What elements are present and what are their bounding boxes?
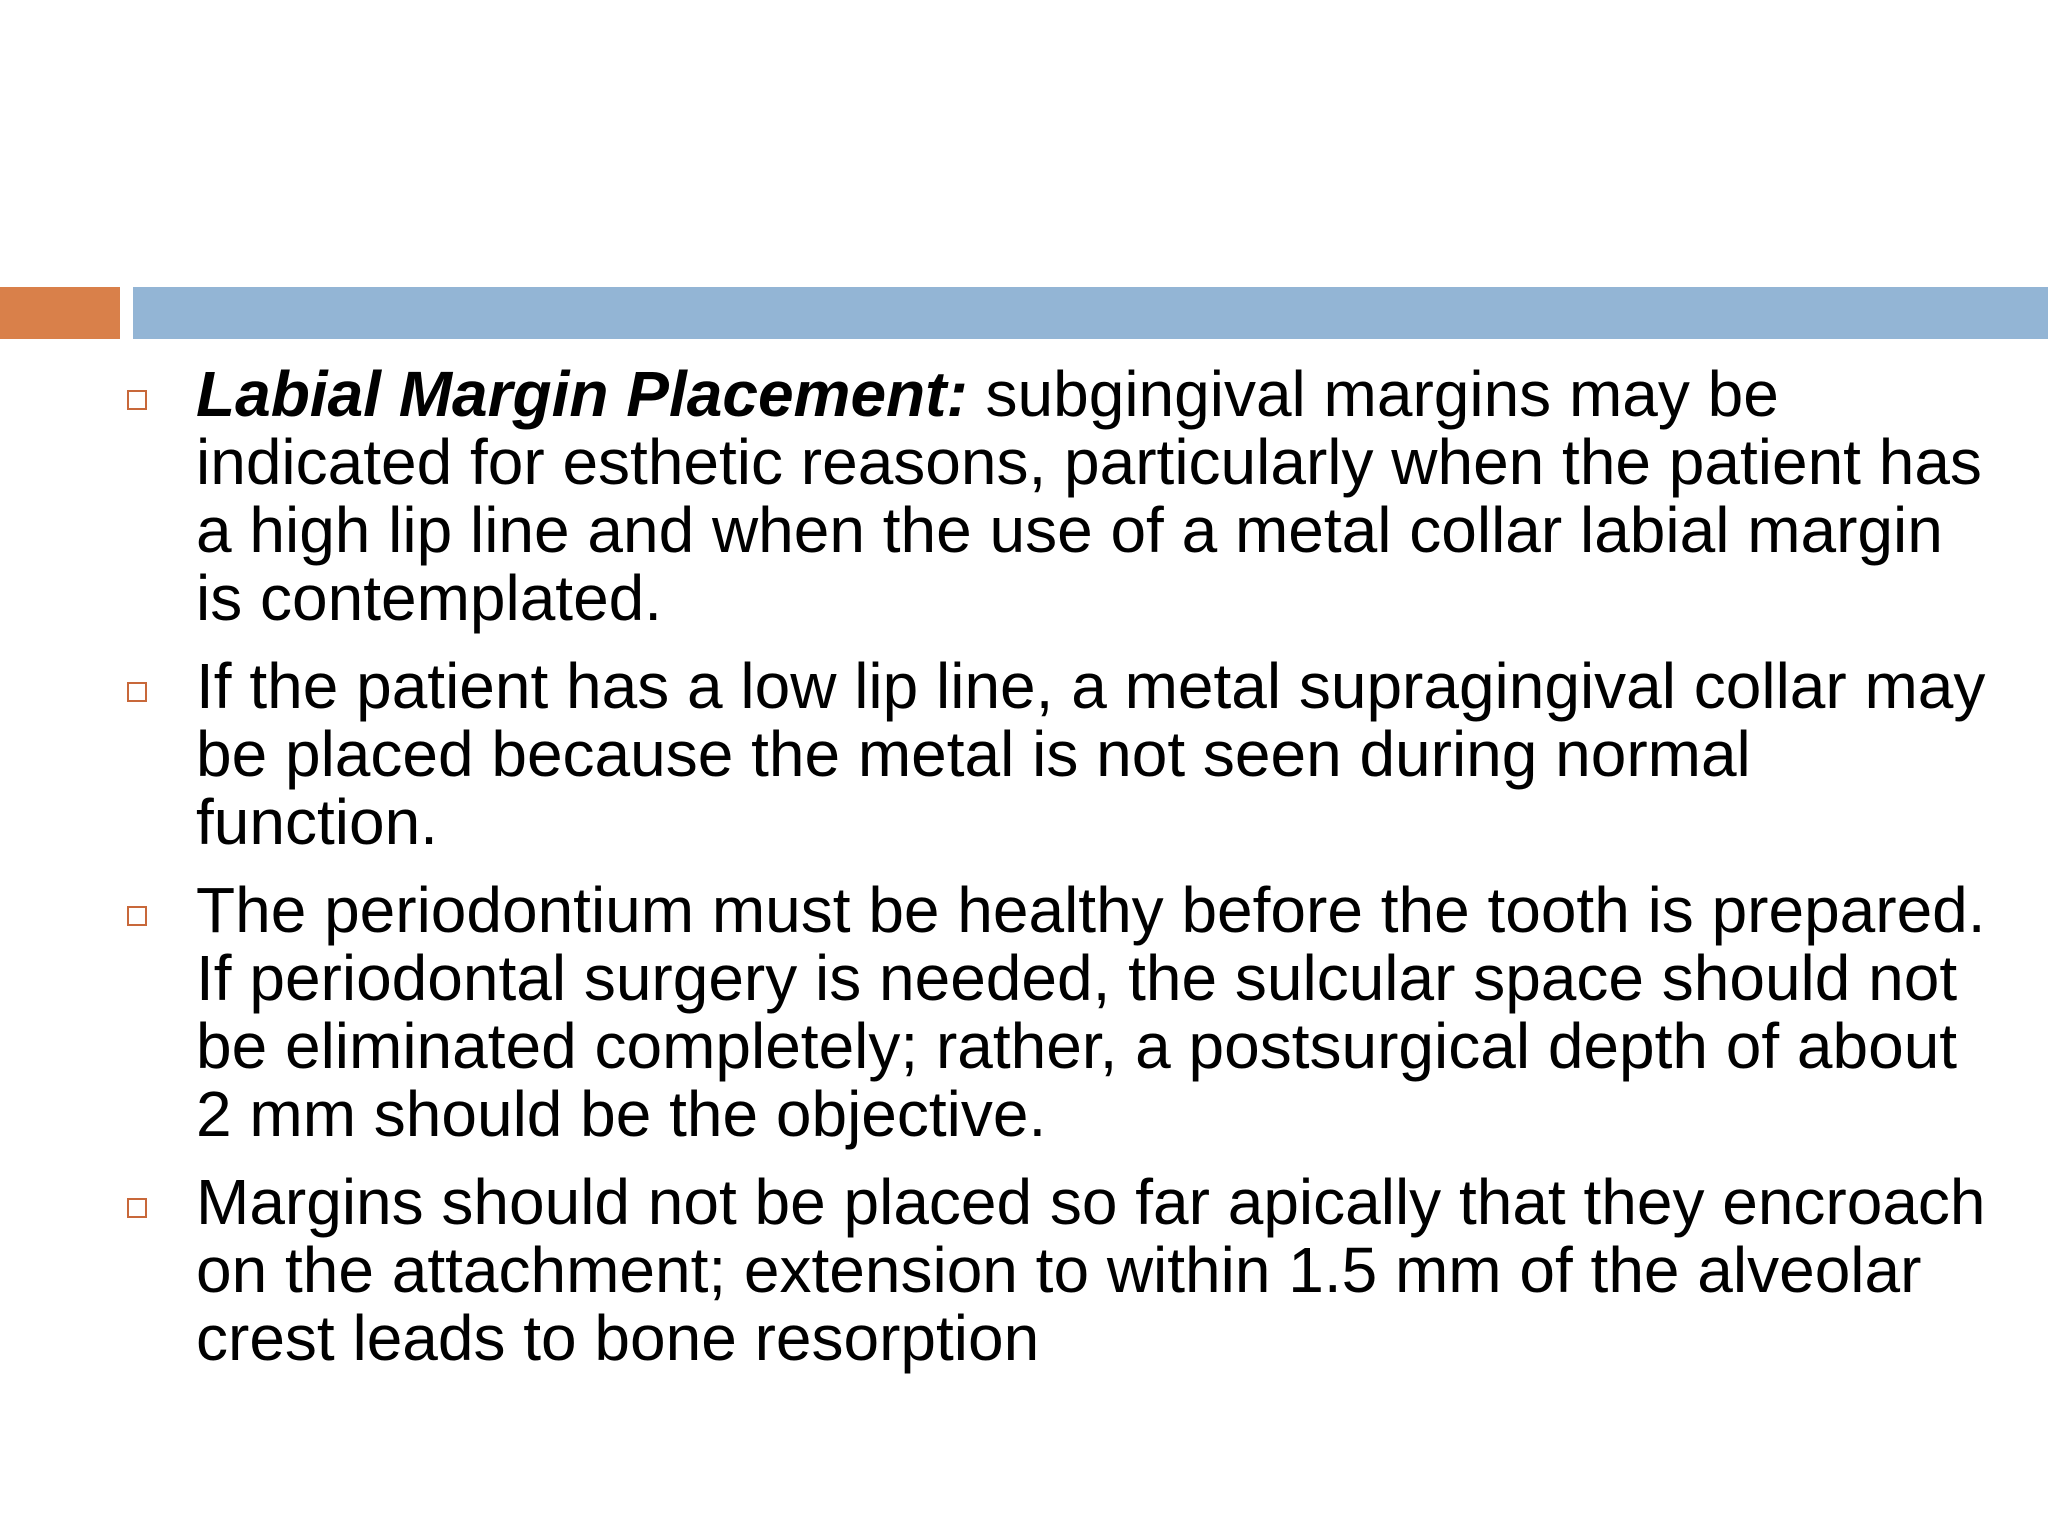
square-bullet-icon [127, 682, 147, 702]
bullet-item [0, 360, 2048, 632]
square-bullet-icon [127, 906, 147, 926]
bullet-item [0, 652, 2048, 856]
square-bullet-icon [127, 1198, 147, 1218]
bullet-text: Margins should not be placed so far apically that they encroach on the attachment; extension to within 1.5 mm of the alveolar crest leads to bone resorption [196, 1166, 1986, 1374]
slide-body [0, 360, 2048, 1392]
bullet-text: If the patient has a low lip line, a metal supragingival collar may be placed because the metal is not seen during normal function. [196, 650, 1986, 858]
header-accent-orange [0, 287, 120, 339]
bullet-item [0, 1168, 2048, 1372]
bullet-text: subgingival margins may be indicated for esthetic reasons, particularly when the patient has a high lip line and when the use of a metal collar labial margin is contemplated. [196, 358, 1982, 634]
bullet-item [0, 876, 2048, 1148]
square-bullet-icon [127, 390, 147, 410]
bullet-text: The periodontium must be healthy before the tooth is prepared. If periodontal surgery is needed, the sulcular space should not be eliminated completely; rather, a postsurgical depth of about 2 mm should be the objective. [196, 874, 1986, 1150]
bullet-lead: Labial Margin Placement: [196, 358, 968, 430]
header-accent-blue [133, 287, 2048, 339]
